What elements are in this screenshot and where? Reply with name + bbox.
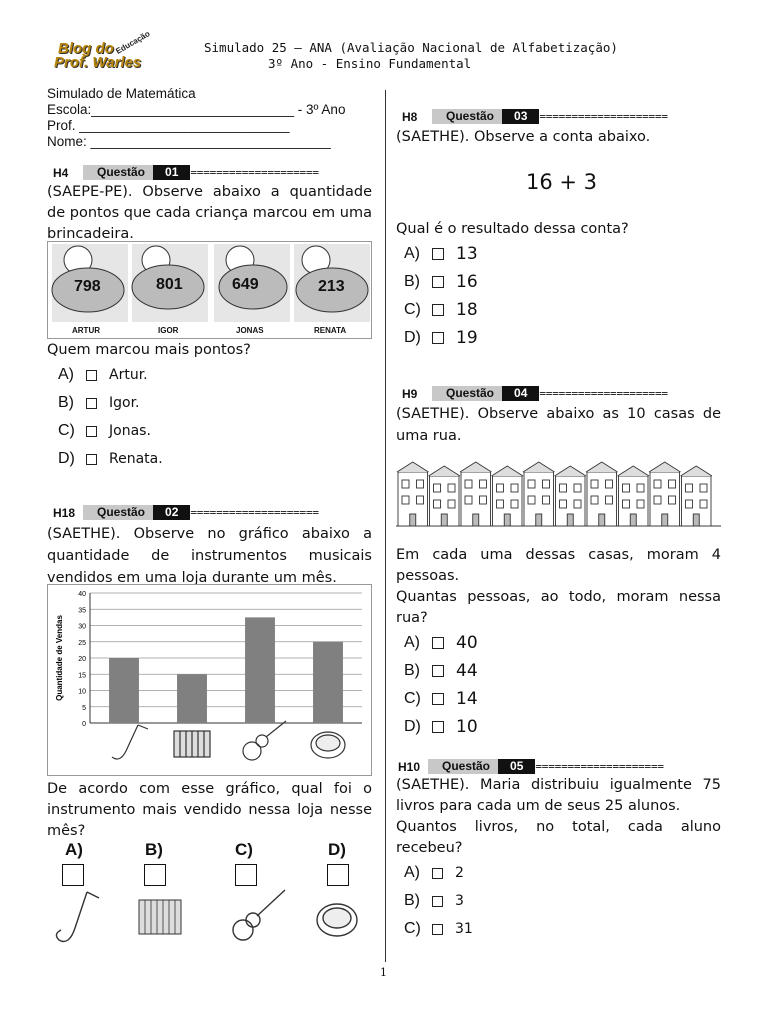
option-03-d[interactable]: D) 19 bbox=[404, 328, 478, 348]
answer-02-d-box[interactable] bbox=[327, 864, 349, 886]
answer-02-b-box[interactable] bbox=[144, 864, 166, 886]
y-tick-label: 20 bbox=[78, 656, 86, 663]
accordion-icon bbox=[139, 900, 181, 934]
option-04-b[interactable]: B) 44 bbox=[404, 661, 478, 681]
logo-line2: Prof. Warles bbox=[54, 54, 142, 71]
option-03-a[interactable]: A) 13 bbox=[404, 244, 478, 264]
checkbox-icon[interactable] bbox=[432, 637, 444, 649]
answer-02-b-label: B) bbox=[145, 840, 163, 859]
question-02-text: (SAETHE). Observe no gráfico abaixo a quantidade de instrumentos musicais vendidos em uma loja durante um mês. bbox=[47, 526, 372, 586]
bar-violão bbox=[245, 617, 275, 723]
question-01-prompt: Quem marcou mais pontos? bbox=[47, 342, 251, 358]
saxophone-icon bbox=[112, 725, 148, 759]
question-02-prompt: De acordo com esse gráfico, qual foi o instrumento mais vendido nessa loja nesse mês? bbox=[47, 781, 372, 839]
option-01-b[interactable]: B) Igor. bbox=[58, 394, 140, 411]
bar-pandeiro bbox=[313, 642, 343, 723]
question-header-04: H9 Questão 04 ==================== bbox=[402, 386, 668, 401]
house-icon bbox=[586, 462, 618, 526]
answer-grid-02 bbox=[47, 840, 372, 952]
house-icon bbox=[523, 462, 555, 526]
saxophone-icon bbox=[56, 892, 99, 942]
house-icon bbox=[429, 466, 461, 526]
column-divider bbox=[385, 90, 386, 962]
option-05-a[interactable]: A) 2 bbox=[404, 864, 464, 881]
option-05-c[interactable]: C) 31 bbox=[404, 920, 473, 937]
logo-line1: Blog do bbox=[58, 40, 114, 57]
sales-chart bbox=[47, 584, 372, 776]
tambourine-icon bbox=[311, 732, 345, 758]
y-tick-label: 35 bbox=[78, 607, 86, 615]
houses-illustration bbox=[396, 458, 721, 530]
checkbox-icon[interactable] bbox=[432, 276, 444, 288]
y-tick-label: 40 bbox=[78, 591, 86, 598]
checkbox-icon[interactable] bbox=[432, 693, 444, 705]
option-03-c[interactable]: C) 18 bbox=[404, 300, 478, 320]
guitar-icon bbox=[243, 721, 286, 760]
house-icon bbox=[397, 462, 429, 526]
answer-02-c-label: C) bbox=[235, 840, 253, 859]
instrument-icons bbox=[47, 888, 372, 950]
question-header-02: H18 Questão 02 ==================== bbox=[53, 505, 319, 520]
kid-name-igor: IGOR bbox=[158, 326, 179, 335]
option-04-c[interactable]: C) 14 bbox=[404, 689, 478, 709]
bar-acordeão bbox=[177, 674, 207, 723]
logo-arc: Educação bbox=[114, 29, 152, 56]
checkbox-icon[interactable] bbox=[432, 248, 444, 260]
option-03-b[interactable]: B) 16 bbox=[404, 272, 478, 292]
y-tick-label: 25 bbox=[78, 639, 86, 647]
checkbox-icon[interactable] bbox=[86, 370, 97, 381]
accordion-icon bbox=[174, 731, 210, 757]
student-form bbox=[47, 86, 345, 150]
question-04-prompt: Quantas pessoas, ao todo, moram nessa rua? bbox=[396, 589, 721, 626]
option-01-d[interactable]: D) Renata. bbox=[58, 450, 163, 467]
question-header-05: H10 Questão 05 ==================== bbox=[398, 759, 664, 774]
kid-points-renata: 213 bbox=[318, 278, 345, 295]
kid-name-artur: ARTUR bbox=[72, 326, 100, 335]
checkbox-icon[interactable] bbox=[432, 721, 444, 733]
checkbox-icon[interactable] bbox=[432, 332, 444, 344]
tambourine-icon bbox=[317, 904, 357, 936]
page-number: 1 bbox=[380, 966, 387, 979]
option-05-b[interactable]: B) 3 bbox=[404, 892, 464, 909]
checkbox-icon[interactable] bbox=[432, 868, 443, 879]
checkbox-icon[interactable] bbox=[86, 426, 97, 437]
house-icon bbox=[555, 466, 587, 526]
kid-points-igor: 801 bbox=[156, 276, 183, 293]
question-05-text: (SAETHE). Maria distribuiu igualmente 75 livros para cada um de seus 25 alunos. bbox=[396, 777, 721, 814]
sales-bar-chart bbox=[48, 585, 371, 775]
question-05-prompt: Quantos livros, no total, cada aluno recebeu? bbox=[396, 819, 721, 856]
y-tick-label: 15 bbox=[78, 672, 86, 680]
option-04-d[interactable]: D) 10 bbox=[404, 717, 478, 737]
y-tick-label: 30 bbox=[78, 623, 86, 631]
checkbox-icon[interactable] bbox=[432, 896, 443, 907]
question-04-text: (SAETHE). Observe abaixo as 10 casas de uma rua. bbox=[396, 406, 721, 444]
checkbox-icon[interactable] bbox=[432, 304, 444, 316]
house-icon bbox=[649, 462, 681, 526]
kid-name-renata: RENATA bbox=[314, 326, 347, 335]
answer-02-d-label: D) bbox=[328, 840, 346, 859]
math-expression: 16 + 3 bbox=[526, 170, 598, 194]
house-icon bbox=[492, 466, 524, 526]
house-icon bbox=[618, 466, 650, 526]
question-03-prompt: Qual é o resultado dessa conta? bbox=[396, 221, 629, 237]
form-school-field[interactable]: Escola:___________________________ - 3º Ano bbox=[47, 102, 346, 117]
checkbox-icon[interactable] bbox=[86, 454, 97, 465]
y-axis-label: Quantidade de Vendas bbox=[55, 615, 64, 701]
form-teacher-field[interactable]: Prof. ____________________________ bbox=[47, 118, 290, 133]
y-tick-label: 0 bbox=[82, 721, 86, 728]
y-tick-label: 5 bbox=[82, 704, 86, 712]
kid-points-artur: 798 bbox=[74, 278, 101, 295]
kid-name-jonas: JONAS bbox=[236, 326, 264, 335]
house-icon bbox=[681, 466, 713, 526]
street-houses-drawing bbox=[396, 458, 721, 530]
blog-logo bbox=[50, 29, 160, 76]
answer-02-c-box[interactable] bbox=[235, 864, 257, 886]
form-name-field[interactable]: Nome: ________________________________ bbox=[47, 134, 331, 149]
kids-illustration bbox=[47, 241, 372, 339]
option-01-c[interactable]: C) Jonas. bbox=[58, 422, 151, 439]
question-header-03: H8 Questão 03 ==================== bbox=[402, 109, 668, 124]
checkbox-icon[interactable] bbox=[432, 665, 444, 677]
page-subtitle: 3º Ano - Ensino Fundamental bbox=[268, 56, 472, 71]
question-04-after: Em cada uma dessas casas, moram 4 pessoas. bbox=[396, 547, 721, 584]
guitar-icon bbox=[233, 890, 285, 940]
kid-points-jonas: 649 bbox=[232, 276, 259, 293]
page-title: Simulado 25 – ANA (Avaliação Nacional de Alfabetização) bbox=[204, 40, 618, 55]
y-tick-label: 10 bbox=[78, 688, 86, 696]
option-04-a[interactable]: A) 40 bbox=[404, 633, 478, 653]
bar-saxofone bbox=[109, 658, 139, 723]
option-01-a[interactable]: A) Artur. bbox=[58, 366, 148, 383]
house-icon bbox=[460, 462, 492, 526]
checkbox-icon[interactable] bbox=[86, 398, 97, 409]
question-01-text: (SAEPE-PE). Observe abaixo a quantidade de pontos que cada criança marcou em uma brincadeira. bbox=[47, 184, 372, 242]
form-test-title: Simulado de Matemática bbox=[47, 86, 196, 101]
question-header-01: H4 Questão 01 ==================== bbox=[53, 165, 319, 180]
answer-02-a-label: A) bbox=[65, 840, 83, 859]
checkbox-icon[interactable] bbox=[432, 924, 443, 935]
question-03-text: (SAETHE). Observe a conta abaixo. bbox=[396, 129, 651, 145]
answer-02-a-box[interactable] bbox=[62, 864, 84, 886]
